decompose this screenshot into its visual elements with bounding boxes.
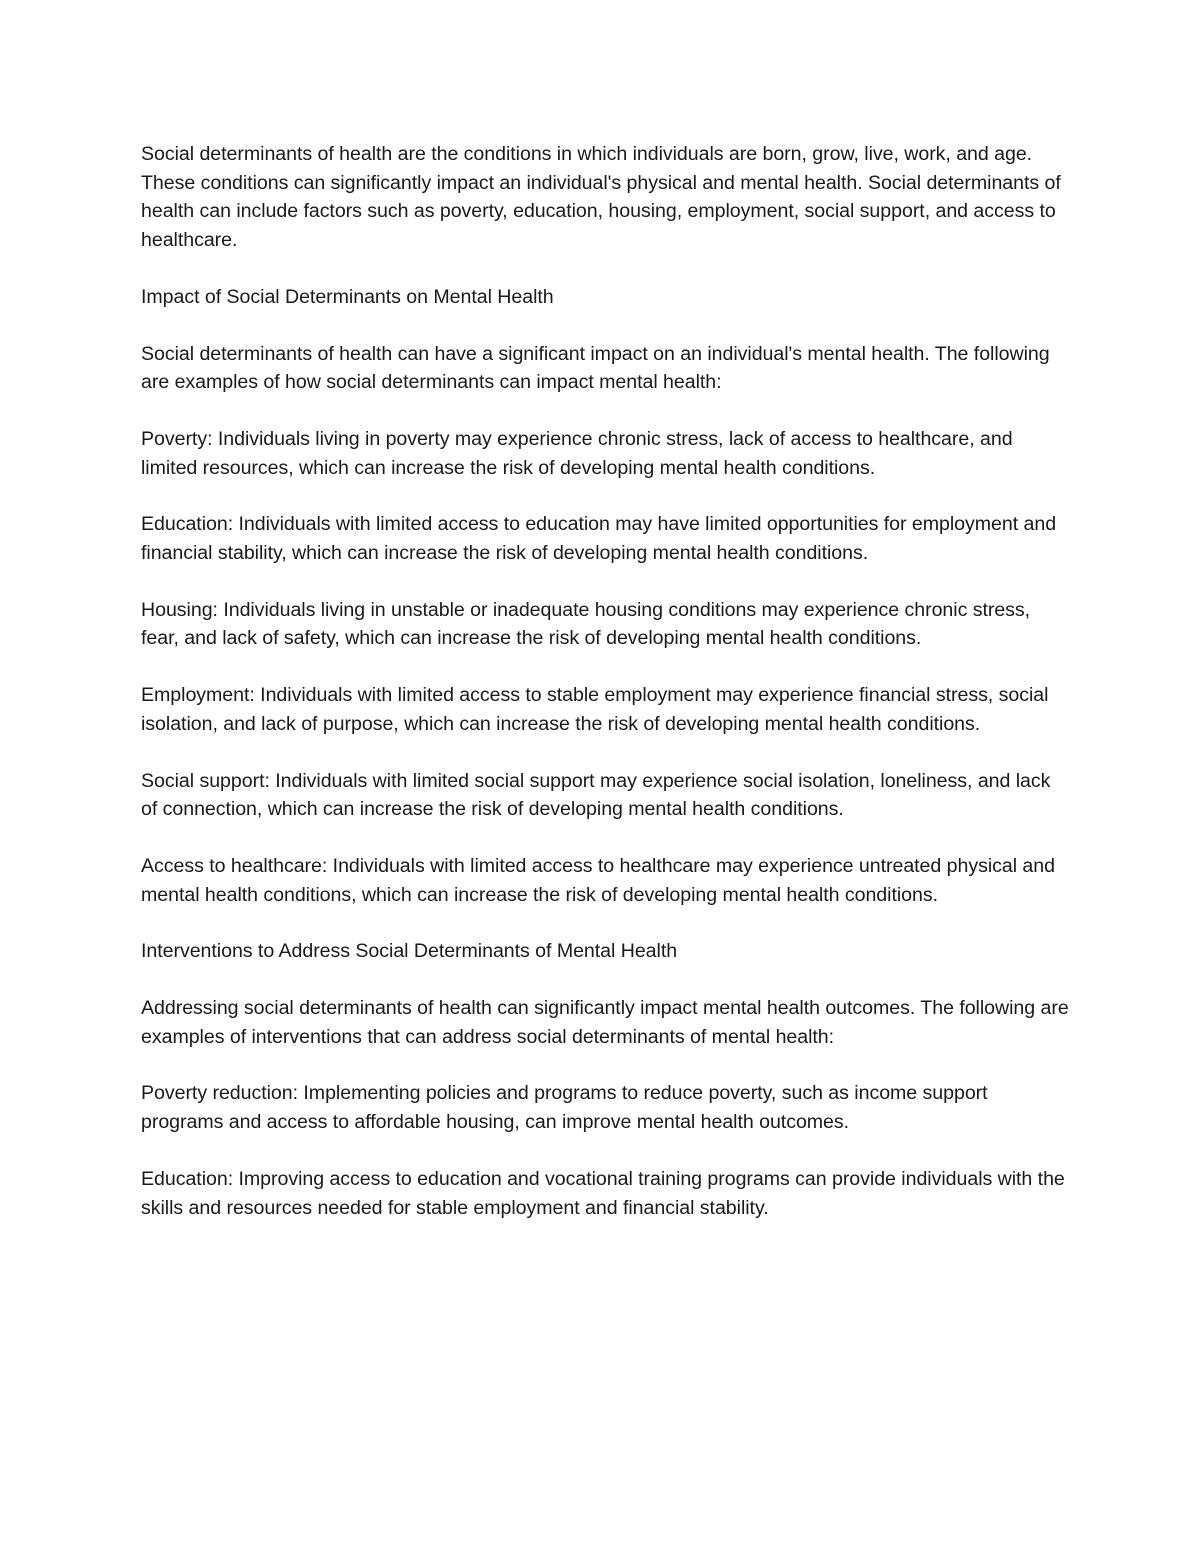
education-intervention-paragraph: Education: Improving access to education and vocational training programs can provide individuals with the skills and resources needed for stable employment and financial stability. [141, 1167, 1065, 1219]
section-heading-interventions: Interventions to Address Social Determinants of Mental Health [141, 940, 678, 963]
access-to-healthcare-paragraph: Access to healthcare: Individuals with limited access to healthcare may experience untreated physical and mental health conditions, which can increase the risk of developing mental health conditions. [141, 854, 1055, 906]
poverty-paragraph: Poverty: Individuals living in poverty may experience chronic stress, lack of access to healthcare, and limited resources, which can increase the risk of developing mental health conditions. [141, 427, 1013, 479]
interventions-intro-paragraph: Addressing social determinants of health can significantly impact mental health outcomes. The following are examples of interventions that can address social determinants of mental health: [141, 997, 1069, 1048]
social-support-paragraph: Social support: Individuals with limited social support may experience social isolation, loneliness, and lack of connection, which can increase the risk of developing mental health conditions. [141, 769, 1051, 821]
intro-paragraph: Social determinants of health are the conditions in which individuals are born, grow, live, work, and age. These conditions can significantly impact an individual's physical and mental health. Social determinants of health can include factors such as poverty, education, housing, employment, social support, and access to healthcare. [141, 143, 1061, 252]
housing-paragraph: Housing: Individuals living in unstable or inadequate housing conditions may experience chronic stress, fear, and lack of safety, which can increase the risk of developing mental health conditions. [141, 598, 1031, 650]
document-body [141, 140, 1071, 1250]
poverty-reduction-paragraph: Poverty reduction: Implementing policies and programs to reduce poverty, such as income support programs and access to affordable housing, can improve mental health outcomes. [141, 1082, 988, 1134]
impact-intro-paragraph: Social determinants of health can have a significant impact on an individual's mental health. The following are examples of how social determinants can impact mental health: [141, 342, 1050, 394]
employment-paragraph: Employment: Individuals with limited access to stable employment may experience financial stress, social isolation, and lack of purpose, which can increase the risk of developing mental health conditions. [141, 684, 1049, 735]
education-paragraph: Education: Individuals with limited access to education may have limited opportunities for employment and financial stability, which can increase the risk of developing mental health conditions. [141, 513, 1057, 565]
section-heading-impact: Impact of Social Determinants on Mental Health [141, 285, 554, 308]
